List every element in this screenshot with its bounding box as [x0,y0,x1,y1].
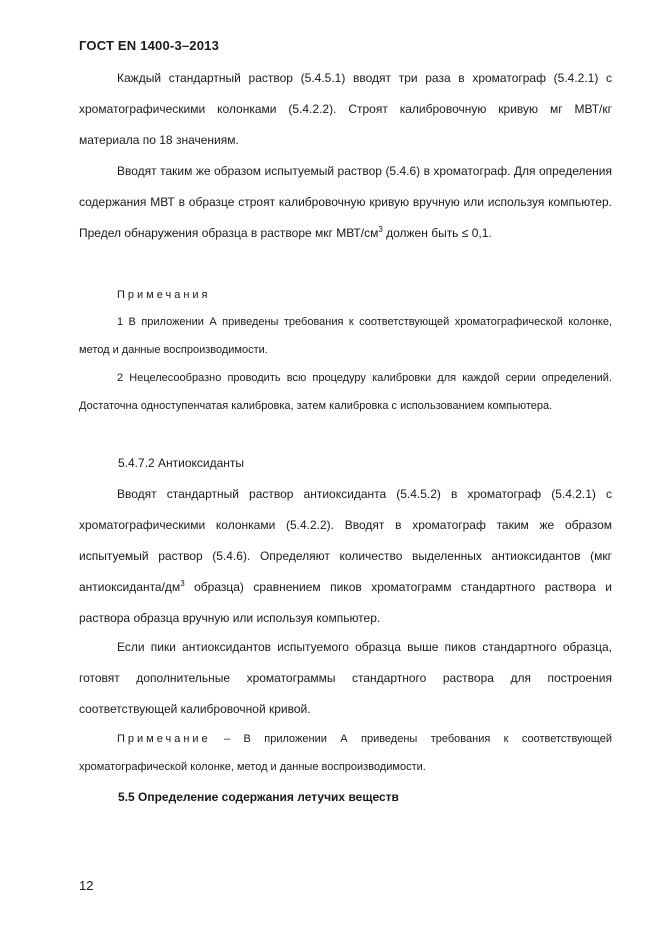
paragraph-peaks-text: Если пики антиоксидантов испытуемого образца выше пиков стандартного образца, готовят дополнительные хроматограммы стандартного раствора для построения соответствующей калибровочной кривой. [79,640,612,716]
note-3 [79,725,612,781]
paragraph-test-solution [79,156,612,249]
paragraph-antioxidants-text: Вводят стандартный раствор антиоксиданта (5.4.5.2) в хроматограф (5.4.2.1) с хроматографическими колонками (5.4.2.2). Вводят в хроматограф таким же образом испытуемый раствор (5.4.6). Определяют количество выделенных антиоксидантов (мкг антиоксиданта/дм [79,487,612,594]
notes-heading [79,280,612,311]
paragraph-antioxidants-end: образца) сравнением пиков хроматограмм стандартного раствора и раствора образца вручную или используя компьютер. [79,580,612,625]
superscript-cubic-2: 3 [180,579,185,588]
paragraph-calibration-text: Каждый стандартный раствор (5.4.5.1) вводят три раза в хроматограф (5.4.2.1) с хроматографическими колонками (5.4.2.2). Строят калибровочную кривую мг МВТ/кг материала по 18 значениям. [79,71,612,147]
notes-heading-text: Примечания [117,289,211,301]
note-3-text: – В приложении А приведены требования к соответствующей хроматографической колонке, метод и данные воспроизводимости. [79,733,612,773]
page-number: 12 [79,878,94,893]
paragraph-test-solution-end: должен быть ≤ 0,1. [382,226,492,240]
note-1-text: 1 В приложении А приведены требования к соответствующей хроматографической колонке, метод и данные воспроизводимости. [79,316,612,356]
section-heading-volatile: 5.5 Определение содержания летучих веществ [118,790,399,804]
standard-title: ГОСТ EN 1400-3–2013 [79,38,220,53]
note-2-text: 2 Нецелесообразно проводить всю процедуру калибровки для каждой серии определений. Достаточна одноступенчатая калибровка, затем калибровка с использованием компьютера. [79,372,612,412]
note-1 [79,308,612,364]
paragraph-peaks [79,632,612,725]
superscript-cubic: 3 [378,225,383,234]
paragraph-antioxidants [79,479,612,634]
note-2 [79,364,612,420]
paragraph-calibration [79,63,612,156]
subsection-antioxidants: 5.4.7.2 Антиоксиданты [118,456,245,470]
note-3-label: Примечание [117,733,211,745]
paragraph-test-solution-text: Вводят таким же образом испытуемый раствор (5.4.6) в хроматограф. Для определения содержания МВТ в образце строят калибровочную кривую вручную или используя компьютер. Предел обнаружения образца в растворе мкг МВТ/см [79,164,612,240]
